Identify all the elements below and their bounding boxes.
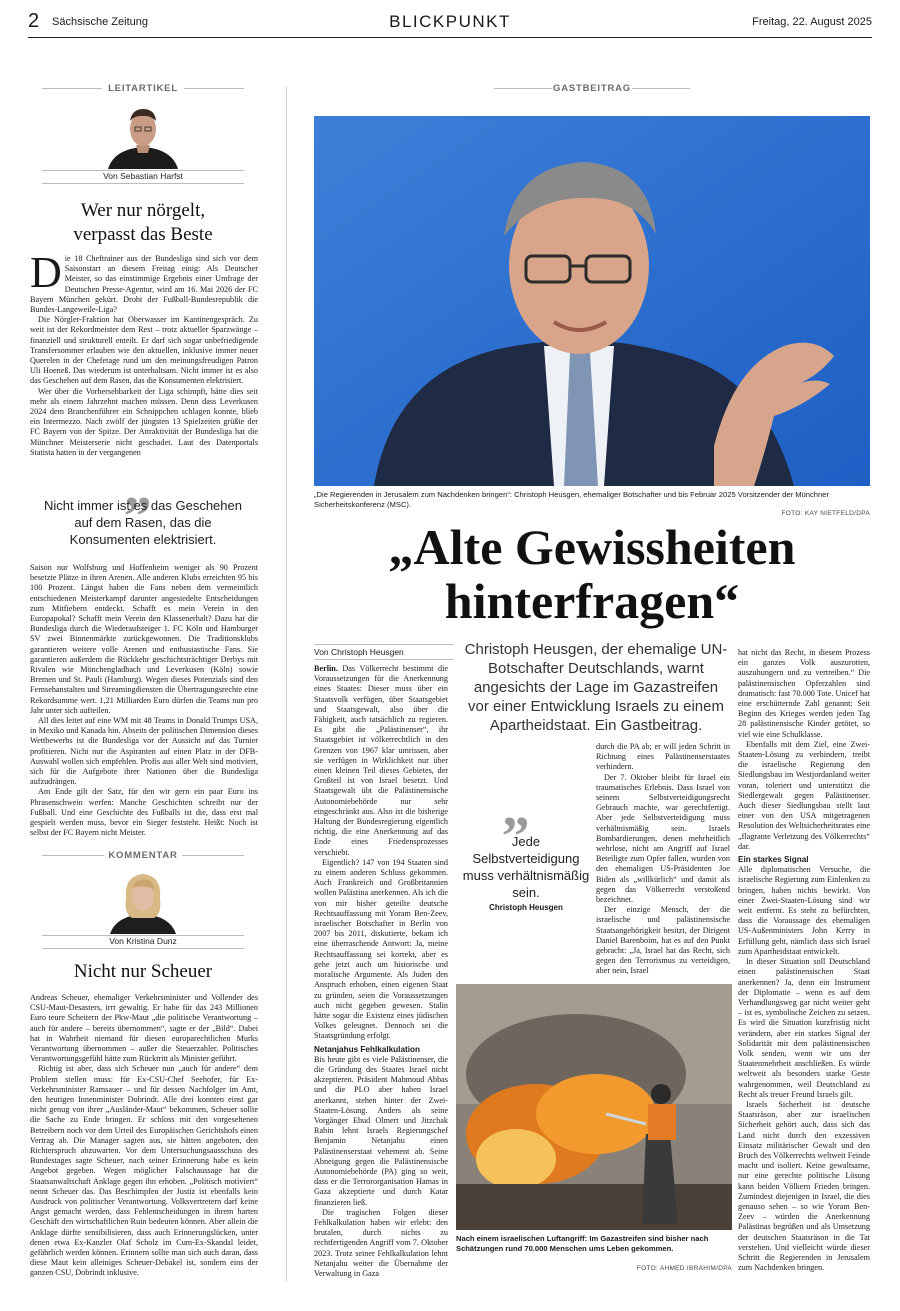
subheading: Ein starkes Signal [738,855,809,865]
gaza-photo [456,984,732,1230]
gastbeitrag-pull-quote: Jede Selbstverteidigung muss verhältnismäßig sein. [462,834,590,900]
kommentar-body: Andreas Scheuer, ehemaliger Verkehrsminister und Vollender des CSU-Maut-Desasters, irrt gewaltig. Er habe für das 243 Millionen Euro teure Scheitern der Pkw-Maut „die politische Verantwortung – auch für andere – bereits übernommen“, sagte er der „Bild“. Dabei hat in Wahrheit niemand für diesen europarechtlichen Murks Verantwortung übernommen – außer die Steuerzahler. Politisches Verantwortungsgefühl hätte zum Rücktritt als Minister geführt. Richtig ist aber, dass sich Scheuer nun „auch für andere“ dem Problem stellen muss: für Ex-CSU-Chef Seehofer, für Ex-Verkehrsminister Ramsauer – und für dessen Nachfolger im Amt, den heutigen Innenminister Dobrindt. Alle drei konnten einst gar nicht genug von ihrer „Ausländer-Maut“ bekommen, Scheuer sollte die Sache zu Ende bringen. Er schloss mit den vorgesehenen Betreibern noch vor dem Urteil des Europäischen Gerichtshofs einen Vertrag ab. Die Manager sagten aus, sie hätten angeboten, den Richterspruch abzuwarten. Vor dem Untersuchungsausschuss des Bundestages sagte Scheuer, nach seiner Erinnerung habe es kein Angebot gegeben. Wegen möglicher Falschaussage hat die Staatsanwaltschaft Anklage gegen ihn erhoben. „Politisch motiviert“ nennt Scheuer das. Das Beschimpfen der Justiz ist ebenfalls kein Ausdruck von politischer Verantwortung. Volksvertretern darf keine Angst gemacht werden, dass Fehlentscheidungen in ihrem harten Geschäft den wirtschaftlichen Ruin bedeuten können. Aber allein die Anklage dürfte sensibilisieren, dass auch Erinnerungslücken, unter denen etwa Ex-Kanzler Olaf Scholz im Cum-Ex-Skandal leidet, gefährlich werden können. Erinnern sollte man sich auch daran, dass diese Maut kein alleiniges Scheuer-Debakel ist, sondern eins der ganzen CSU, Dobrindt inklusive. [30,993,258,1278]
photo2-credit: FOTO: AHMED IBRAHIM/DPA [636,1265,732,1272]
byline-rule [42,183,244,184]
kommentar-byline: Von Kristina Dunz [109,936,177,946]
subheading: Netanjahus Fehlkalkulation [314,1044,421,1054]
gastbeitrag-column-3: hat nicht das Recht, in diesem Prozess ein ganzes Volk auszurotten, auszuhungern und zu vertreiben.“ Die palästinensischen Opferzahlen sind dramatisch: fast 70.000 Tote. Unicef hat eine erschütternde Zahl genannt: Seit Beginn des Krieges werden jeden Tag 28 palästinensische Kinder getötet, so viel wie eine Schulklasse. Ebenfalls mit dem Ziel, eine Zwei-Staaten-Lösung zu verhindern, treibt die israelische Regierung den Siedlungsbau im Westjordanland weiter voran, toleriert und unterstützt die Siedlergewalt gegen Palästinenser. Auch dieser Siedlungsbau stellt laut einer von den USA mitgetragenen Resolution des Weltsicherheitsrates eine „flagrante Verletzung des Völkerrechts“ dar. Ein starkes Signal Alle diplomatischen Versuche, die israelische Regierung zum Einlenken zu bringen, haben nichts bewirkt. Von einer Zwei-Staaten-Lösung sind wir weit entfernt. Es steht zu befürchten, dass die Voraussage des ehemaligen US-Außenministers John Kerry in Erfüllung geht, nämlich dass sich Israel zum Apartheidstaat entwickelt. In dieser Situation soll Deutschland einen palästinensischen Staat anerkennen? Ja, denn ein Instrument der Diplomatie – wenn es auf dem Verhandlungsweg gar nicht weiter geht – ist es, symbolische Zeichen zu setzen. Es wird die Situation kurzfristig nicht verändern, aber ein starkes Signal der Solidarität mit dem palästinensischen Volk senden, wenn wir uns der Staatenmehrheit anschließen. Es würde weltweit als besonders starke Geste wahrgenommen, weil Deutschland zu Recht als treuer Freund Israels gilt. Israels Sicherheit ist deutsche Staatsräson, aber zur israelischen Sicherheit gehört auch, dass sich das Land nicht durch den exzessiven Einsatz militärischer Gewalt und den Bruch des Völkerrechts weltweit Feinde macht und isoliert. Keine gewaltsame, nur eine gerechte politische Lösung kann beiden Völkern Frieden bringen. Zumindest diejenigen in Israel, die dies genauso sehen – so wie Yoram Ben-Zeev – würden die Anerkennung Palästinas begrüßen und als Umsetzung der deutschen Staatsräson in die Tat verstehen. Und vielleicht würde dieser Schritt die Regierenden in Jerusalem zum Nachdenken bringen. [738,648,870,1273]
issue-date: Freitag, 22. August 2025 [752,16,872,28]
column-divider [286,86,287,1282]
page-number: 2 [28,10,40,32]
tag-rule-right [632,88,690,89]
leitartikel-body-bottom: Saison nur Wolfsburg und Hoffenheim weniger als 90 Prozent besetzte Plätze in ihren Arenen. Alle anderen Klubs erreichten 95 bis 100 Prozent. Längst haben die Fans neben dem vermeintlich entschiedenen Meisterkampf darunter angesiedelte Entscheidungen zum Mitfiebern entdeckt. Schafft es mein Verein in den Europapokal? Schafft mein Verein den Klassenerhalt? Dazu hat die Bundesliga durch die Wiederaufsteiger 1. FC Köln und Hamburger SV zwei Binnenmärkte zurückgewonnen. Die Traditionsklubs garantieren weitere volle Arenen und enthusiastische Fans. Sie garantieren außerdem die Rückkehr geschichtsträchtiger Derbys mit Rivalen wie Mönchengladbach und Leverkusen (Köln) sowie Bremen und St. Pauli (Hamburg). Wegen dieses Potenzials sind den Fernsehanstalten und Streamingdiensten die Übertragungsrechte eine Rekordsumme wert. 1,21 Milliarden Euro dürfen die Teams nun pro Jahr unter sich aufteilen. All dies leitet auf eine WM mit 48 Teams in Donald Trumps USA, in Mexiko und Kanada hin. Abseits der politischen Dimension dieses Wettbewerbs ist die Bundesliga vor der Aussicht auf das Turnier profitieren. Nicht nur die Aspiranten auf einen Platz in der DFB-Auswahl wollen sich empfehlen. Profis aus aller Welt sind motiviert, sich für die Aufgebote ihrer Nationen über die Bundesliga aufzudrängen. Am Ende gilt der Satz, für den wir gern ein paar Euro ins Phrasenschwein werfen: Manche Geschichten schreibt nur der Fußball. Und eine Geschichte des Fußballs ist die, dass erst mal gespielt werden muss, bevor ein Sieger feststeht. Heißt: Noch ist selbst der FC Bayern nicht Meister. [30,563,258,838]
tag-rule-left [42,88,102,89]
byline-rule [314,644,454,645]
main-headline: „Alte Gewissheiten hinterfragen“ [388,519,796,629]
gastbeitrag-column-2: durch die PA ab; er will jeden Schritt in Richtung eines Palästinenserstaates verhindern. Der 7. Oktober bleibt für Israel ein traumatisches Erlebnis. Dass Israel von seinem Selbstverteidigungsrecht Gebrauch machte, war gerechtfertigt. Aber jede Selbstverteidigung muss verhältnismäßig sein. Israels Bombardierungen, denen mehrheitlich wehrlose, nicht am Angriff auf Israel Beteiligte zum Opfer fallen, wurden von den ehemaligen US-Präsidenten Joe Biden als „willkürlich“ und damit als gegen das Völkerrecht verstoßend bezeichnet. Der einzige Mensch, der die israelische und palästinensische Staatsangehörigkeit besitzt, der Dirigent Daniel Barenboim, hat es auf den Punkt gebracht: „Ja, Israel hat das Recht, sich gegen den Terrorismus zu verteidigen, aber nein, Israel [596,742,730,976]
tag-rule-right [184,88,244,89]
leitartikel-tag: LEITARTIKEL [108,83,178,94]
author-portrait-harfst [104,103,182,169]
page-header [28,12,872,38]
leitartikel-headline: Wer nur nörgelt, verpasst das Beste [73,200,213,245]
photo2-caption: Nach einem israelischen Luftangriff: Im Gazastreifen sind bisher nach Schätzungen rund 70.000 Menschen ums Leben gekommen. [456,1234,709,1253]
quote-mark-icon: „ [124,457,152,519]
gastbeitrag-teaser: Christoph Heusgen, der ehemalige UN-Botschafter Deutschlands, warnt angesichts der Lage im Gazastreifen vor einer Entwicklung Israels zu einem Apartheidstaat. Ein Gastbeitrag. [464,641,728,734]
section-title: BLICKPUNKT [389,12,511,31]
newspaper-name: Sächsische Zeitung [52,16,148,28]
byline-rule [314,659,454,660]
kommentar-headline: Nicht nur Scheuer [73,961,213,982]
photo-credit: FOTO: KAY NIETFELD/DPA [781,510,870,517]
author-portrait-dunz [104,868,182,934]
photo-caption: „Die Regierenden in Jerusalem zum Nachdenken bringen“: Christoph Heusgen, ehemaliger Botschafter und bis Februar 2025 Vorsitzender der Münchner Sicherheitskonferenz (MSC). [314,490,829,509]
gastbeitrag-tag: GASTBEITRAG [553,83,631,94]
tag-rule-right [182,855,244,856]
tag-rule-left [494,88,552,89]
heusgen-photo [314,116,870,486]
byline-rule [42,948,244,949]
gastbeitrag-column-1: Berlin. Das Völkerrecht bestimmt die Voraussetzungen für die Anerkennung eines Staates: Dieser muss über ein Staatsvolk verfügen, über Staatsgebiet und Staatsgewalt, also über die Fähigkeit, auch tatsächlich zu regieren. Es gibt die „Palästinenser“, ihr Staatsgebiet ist völkerrechtlich in den Grenzen von 1967 klar umrissen, aber sie verfügen in Wirklichkeit nur über einen kleinen Teil dieses Gebietes, der Großteil ist von Israel besetzt. Und Staatsgewalt übt die Palästinensische Autonomiebehörde nur sehr eingeschränkt aus. Also ist die bisherige Haltung der Bundesregierung eigentlich richtig, die eine Anerkennung auf das Ende eines Friedensprozesses verschiebt. Eigentlich? 147 von 194 Staaten sind zu einem anderen Schluss gekommen. Auch Frankreich und Großbritannien wollen Palästina anerkennen. Als ich die von mir bisher geteilte deutsche Rechtsauffassung mit Yoram Ben-Zeev, israelischer Botschafter in Berlin von 2007 bis 2011, diskutierte, bekam ich eine überraschende Antwort: Ja, meine Rechtsauffassung sei korrekt, aber es gehe jetzt auch um historische und moralische Argumente. Als Juden den Anspruch erhoben, einen eigenen Staat zu gründen, seien die Voraussetzungen auch nicht gegeben gewesen. Stalin hätte sogar die Existenz eines jüdischen Volkes geleugnet. Dennoch sei die Staatsgründung erfolgt. Netanjahus Fehlkalkulation Bis heute gibt es viele Palästinenser, die die Gründung des Staates Israel nicht akzeptieren. Präsident Mahmoud Abbas und die PLO aber haben Israel anerkannt, stehen hinter der Zwei-Staaten-Lösung. Anders als seine Vorgänger Ehud Olmert und Jitzchak Rabin lehnt Israels Regierungschef Benjamin Netanjahu einen Palästinenserstaat vehement ab. Seine Abneigung gegen die Palästinensische Autonomiebehörde (PA) ging so weit, dass er die Terrororganisation Hamas in Gaza akzeptierte und durch Katar finanzieren ließ. Die tragischen Folgen dieser Fehlkalkulation haben wir erlebt: den brutalen, durch nichts zu rechtfertigenden Angriff vom 7. Oktober 2023. Trotz seiner Fehlkalkulation lehnt Netanjahu weiter die Übernahme der Verwaltung in Gaza [314,664,448,1278]
leitartikel-byline: Von Sebastian Harfst [103,171,183,181]
leitartikel-pull-quote: Nicht immer ist es das Geschehen auf dem Rasen, das die Konsumenten elektrisiert. [44,498,242,547]
kommentar-tag: KOMMENTAR [108,850,178,861]
gastbeitrag-byline: Von Christoph Heusgen [314,647,404,657]
quote-mark-icon: „ [502,777,530,839]
leitartikel-body-top: Die 18 Cheftrainer aus der Bundesliga sind sich vor dem Saisonstart an diesem Freitag einig: Als Deutscher Meister, so das einstimmige Ergebnis einer Umfrage der Deutschen Presse-Agentur, wird am 16. Mai 2026 der FC Bayern München gekürt. Droht der Fußball-Bundesrepublik die Bundes-Langeweile-Liga? Die Nörgler-Fraktion hat Oberwasser im Kantinengespräch. Zu weit ist der Rekordmeister dem Rest – trotz aktueller Sparzwänge – finanziell und strukturell enteilt. Er darf sich sogar unbefriedigende Transfersommer erlauben wie den aktuellen, inklusive immer neuer Querelen in der Chefetage rund um den meinungsfreudigen Patron Uli Hoeneß. Das wiederum ist unterhaltsam. Nicht immer ist es also das Geschehen auf dem Rasen, das die Konsumenten elektrisiert. Wer über die Vorhersehbarkeit der Liga schimpft, hätte dies seit mehr als einem Jahrzehnt machen müssen. Denn dass Leverkusen 2024 dem Branchenführer ein Schnippchen schlagen konnte, blieb ein Intermezzo. Nach zwölf der jüngsten 13 Spielzeiten grüßte der FC Bayern von der Spitze. Der Attraktivität der Bundesliga hat die Münchner Meisterserie nicht geschadet. Laut des Datenportals Statista hatten in der vergangenen [30,248,258,457]
pull-quote-author: Christoph Heusgen [489,903,563,912]
tag-rule-left [42,855,104,856]
dropcap: D [30,248,62,297]
